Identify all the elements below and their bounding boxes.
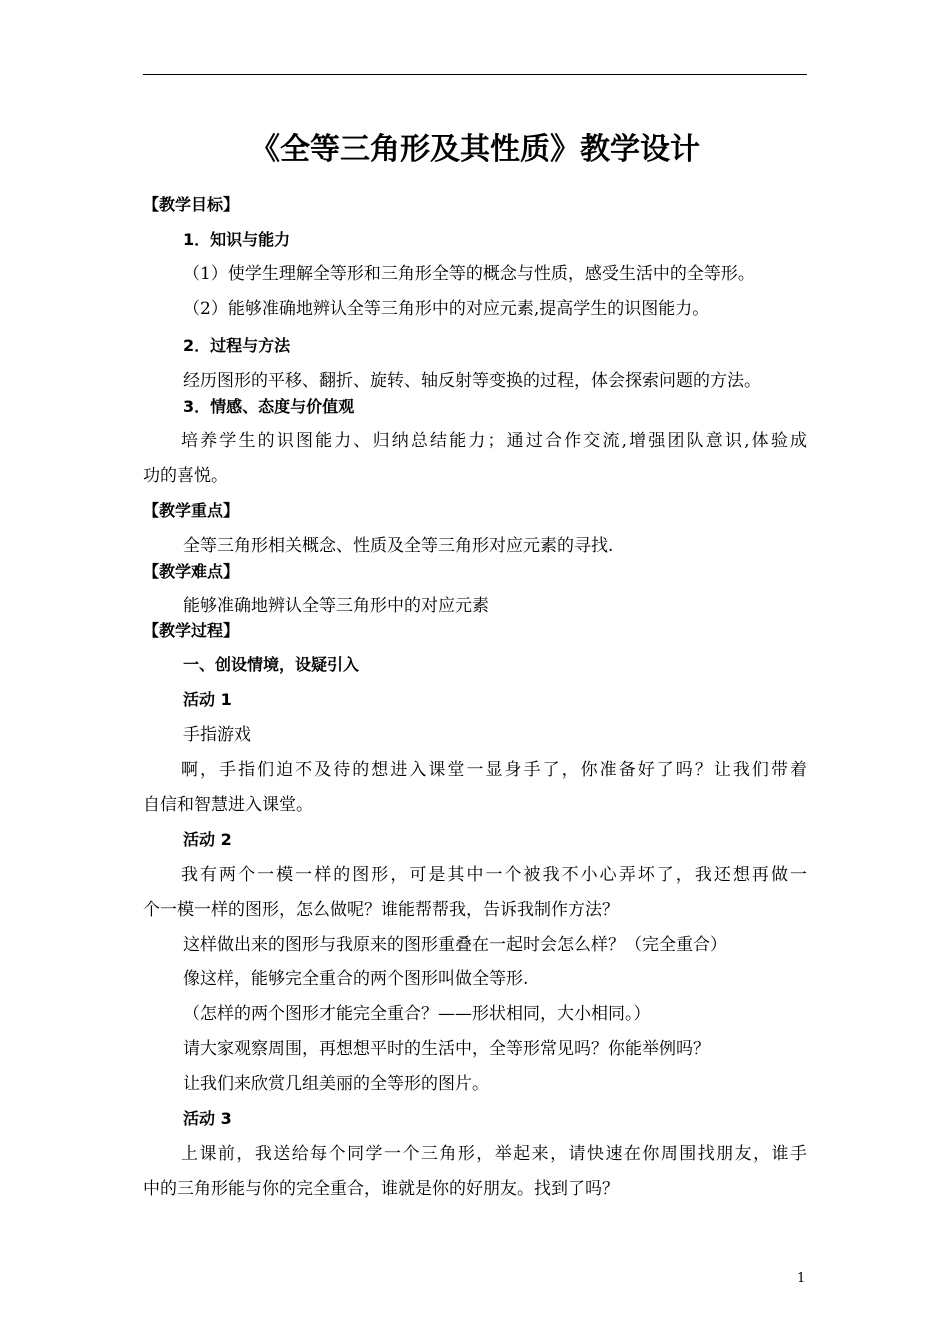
difficulties-heading: 【教学难点】 (143, 562, 240, 581)
part-one-heading: 一、创设情境，设疑引入 (183, 655, 360, 674)
emotion-values-heading: 3．情感、态度与价值观 (183, 397, 355, 416)
key-points-text: 全等三角形相关概念、性质及全等三角形对应元素的寻找. (183, 536, 614, 556)
page-number: 1 (797, 1271, 806, 1286)
activity-text: 个一模一样的图形，怎么做呢？谁能帮帮我，告诉我制作方法？ (143, 900, 619, 920)
activity-3-heading: 活动 3 (183, 1109, 232, 1128)
activity-text: 上课前，我送给每个同学一个三角形，举起来，请快速在你周围找朋友，谁手 (181, 1144, 807, 1164)
activity-text: 让我们来欣赏几组美丽的全等形的图片。 (183, 1074, 489, 1094)
activity-text: 我有两个一模一样的图形，可是其中一个被我不小心弄坏了，我还想再做一 (181, 865, 807, 885)
activity-2-heading: 活动 2 (183, 830, 232, 849)
objective-text: （2）能够准确地辨认全等三角形中的对应元素,提高学生的识图能力。 (183, 299, 710, 319)
objective-text: 功的喜悦。 (143, 466, 228, 486)
objectives-heading: 【教学目标】 (143, 195, 240, 214)
activity-text: 这样做出来的图形与我原来的图形重叠在一起时会怎么样？（完全重合） (183, 935, 727, 955)
difficulties-text: 能够准确地辨认全等三角形中的对应元素 (183, 596, 489, 616)
activity-text: （怎样的两个图形才能完全重合？——形状相同，大小相同。） (183, 1004, 651, 1024)
process-method-heading: 2．过程与方法 (183, 336, 291, 355)
objective-text: 经历图形的平移、翻折、旋转、轴反射等变换的过程，体会探索问题的方法。 (183, 371, 761, 391)
key-points-heading: 【教学重点】 (143, 501, 240, 520)
header-rule (143, 74, 807, 75)
activity-1-heading: 活动 1 (183, 690, 232, 709)
activity-text: 啊，手指们迫不及待的想进入课堂一显身手了，你准备好了吗？让我们带着 (181, 760, 807, 780)
document-title: 《全等三角形及其性质》教学设计 (250, 132, 700, 167)
activity-text: 中的三角形能与你的完全重合，谁就是你的好朋友。找到了吗？ (143, 1179, 619, 1199)
process-heading: 【教学过程】 (143, 621, 240, 640)
objective-text: 培养学生的识图能力、归纳总结能力；通过合作交流,增强团队意识,体验成 (181, 431, 807, 451)
activity-text: 请大家观察周围，再想想平时的生活中，全等形常见吗？你能举例吗？ (183, 1039, 710, 1059)
knowledge-ability-heading: 1．知识与能力 (183, 230, 291, 249)
activity-text: 像这样，能够完全重合的两个图形叫做全等形. (183, 969, 529, 989)
activity-text: 手指游戏 (183, 725, 251, 745)
activity-text: 自信和智慧进入课堂。 (143, 795, 313, 815)
objective-text: （1）使学生理解全等形和三角形全等的概念与性质，感受生活中的全等形。 (183, 264, 755, 284)
